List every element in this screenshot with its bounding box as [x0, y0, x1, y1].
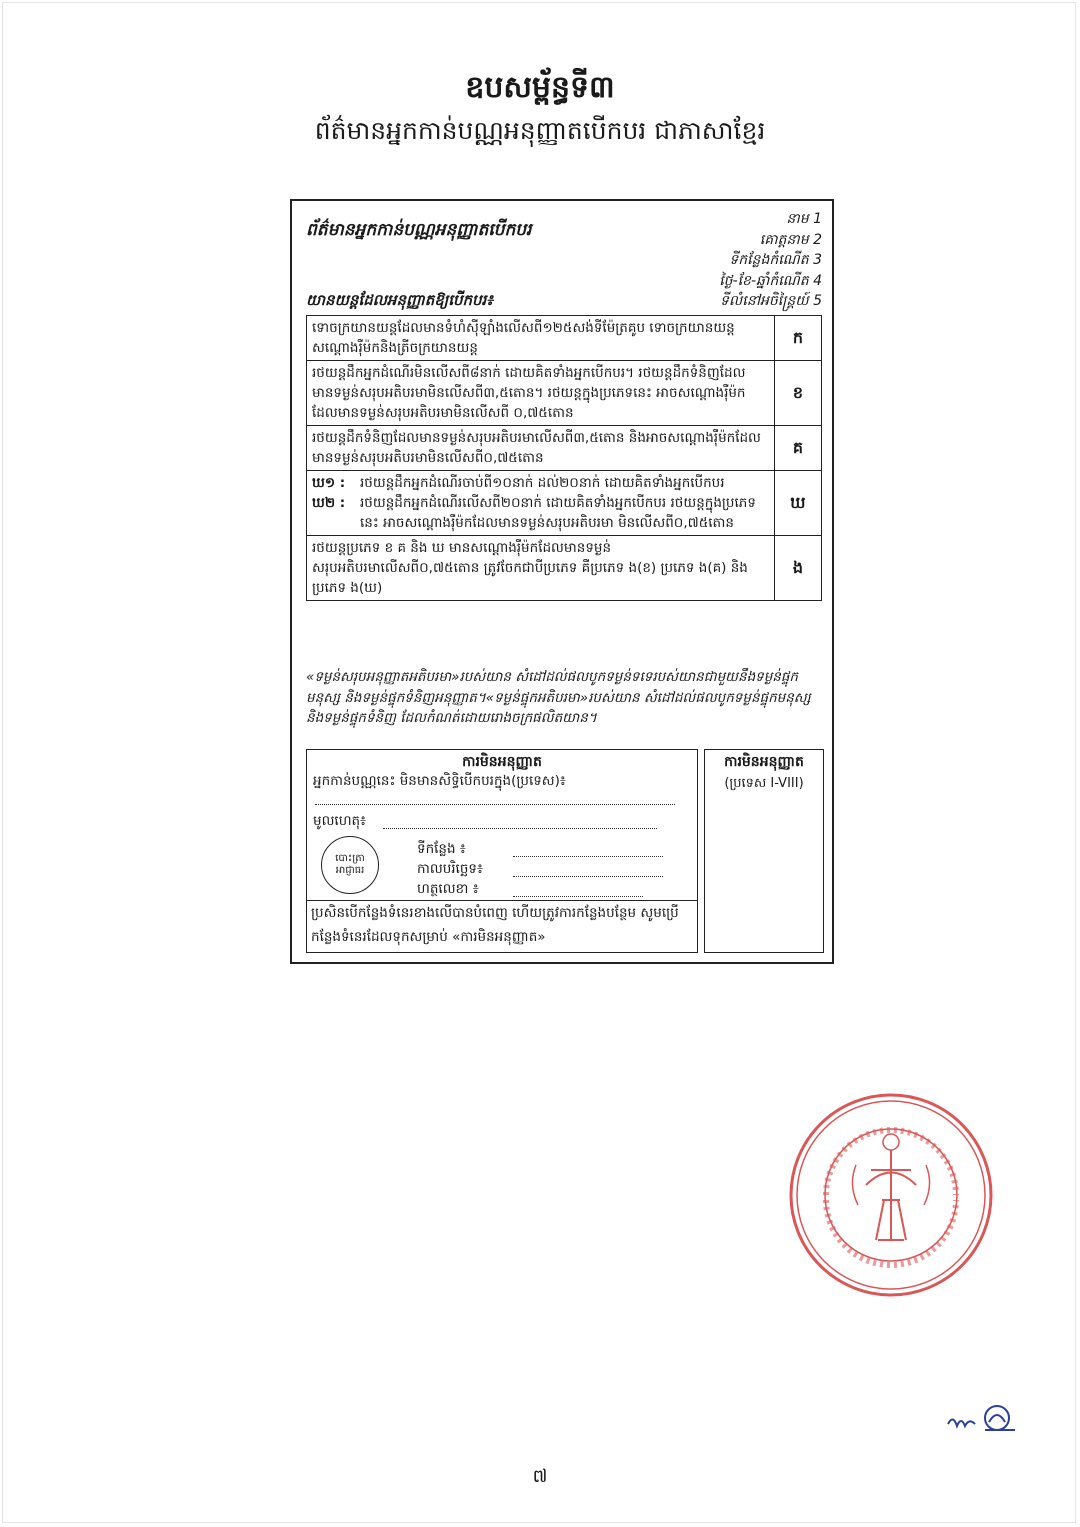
place-label: ទីកន្លែង ៖ — [417, 841, 466, 857]
field-list — [622, 209, 822, 312]
official-stamp — [786, 1090, 996, 1300]
category-letter: ក — [774, 316, 821, 361]
subcategory-row — [312, 493, 769, 533]
field-surname: គោត្តនាម 2 — [759, 231, 822, 248]
restriction-side-box — [704, 749, 824, 953]
signature-mark — [945, 1400, 1020, 1436]
category-row — [307, 316, 822, 361]
reason-label: មូលហេតុ៖ — [313, 813, 367, 829]
category-letter: ខ — [774, 361, 821, 426]
field-birthplace: ទីកន្លែងកំណើត 3 — [729, 252, 822, 268]
field-name: នាម 1 — [786, 211, 822, 227]
card-heading: ព័ត៌មានអ្នកកាន់បណ្ណអនុញ្ញាតបើកបរ — [306, 220, 532, 240]
document-subtitle: ព័ត៌មានអ្នកកាន់បណ្ណអនុញ្ញាតបើកបរ ជាភាសាខ្មែរ — [314, 116, 766, 145]
license-card — [290, 199, 834, 964]
category-row — [307, 536, 822, 601]
category-description: រថយន្តប្រភេទ ខ គ និង ឃ មានសណ្តោងរ៉ឺម៉កដែលមានទម្ងន់សរុបអតិបរមាលើសពី០,៧៥តោន ត្រូវចែកជាបីប្រភេទ គឺប្រភេទ ង(ខ) ប្រភេទ ង(គ) និងប្រភេទ ង(ឃ) — [307, 536, 775, 601]
field-birthdate: ថ្ងៃ-ខែ-ឆ្នាំកំណើត 4 — [719, 272, 822, 289]
field-residence: ទីលំនៅអចិន្ត្រៃយ៍ 5 — [720, 293, 822, 309]
date-dots — [513, 862, 663, 877]
category-row — [307, 361, 822, 426]
category-description: រថយន្តដឹកអ្នកដំណើរមិនលើសពី៨នាក់ ដោយគិតទាំងអ្នកបើកបរ។ រថយន្តដឹកទំនិញដែលមានទម្ងន់សរុបអតិបរមាមិនលើសពី៣,៥តោន។ រថយន្តក្នុងប្រភេទនេះ អាចសណ្តោងរ៉ឺម៉កដែលមានទម្ងន់សរុបអតិបរមាមិនលើសពី ០,៧៥តោន — [307, 361, 775, 426]
subcategory-text: រថយន្តដឹកអ្នកដំណើរលើសពី២០នាក់ ដោយគិតទាំងអ្នកបើកបរ រថយន្តក្នុងប្រភេទនេះ អាចសណ្តោងរ៉ឺម៉កដែលមានទម្ងន់សរុបអតិបរមា មិនលើសពី០,៧៥តោន — [360, 495, 756, 531]
signature-dots — [513, 882, 643, 897]
restriction-box — [306, 749, 698, 901]
category-description: រថយន្តដឹកទំនិញដែលមានទម្ងន់សរុបអតិបរមាលើសពី៣,៥តោន និងអាចសណ្តោងរ៉ឺម៉កដែលមានទម្ងន់សរុបអតិបរមាមិនលើសពី០,៧៥តោន — [307, 426, 775, 471]
category-table — [306, 315, 822, 601]
subcategory-row — [312, 473, 769, 493]
footnote: «ទម្ងន់សរុបអនុញ្ញាតអតិបរមា»របស់យាន សំដៅដល់ផលបូកទម្ងន់ទទេរបស់យានជាមួយនឹងទម្ងន់ផ្ទុកមនុស្ស និងទម្ងន់ផ្ទុកទំនិញអនុញ្ញាត។«ទម្ងន់ផ្ទុកអតិបរមា»របស់យាន សំដៅដល់ផលបូកទម្ងន់ផ្ទុកមនុស្ស និងទម្ងន់ផ្ទុកទំនិញ ដែលកំណត់ដោយរោងចក្រផលិតយាន។ — [306, 669, 811, 726]
signature-label: ហត្ថលេខា ៖ — [417, 881, 479, 897]
reason-dots — [383, 814, 657, 829]
category-description: ទោចក្រយានយន្តដែលមានទំហំស៊ីឡាំងលើសពី១២៥សង់ទីម៉ែត្រគូប ទោចក្រយានយន្តសណ្តោងរ៉ឺម៉កនិងត្រីចក្រយានយន្ត — [307, 316, 775, 361]
document-title: ឧបសម្ព័ន្ធទី៣ — [465, 70, 615, 105]
category-letter: ឃ — [774, 471, 821, 536]
restriction-country-dots — [315, 792, 675, 805]
vehicle-heading: យានយន្តដែលអនុញ្ញាតឱ្យបើកបរ៖ — [306, 291, 493, 309]
place-dots — [513, 842, 663, 857]
restriction-country-line: អ្នកកាន់បណ្ណនេះ មិនមានសិទ្ធិបើកបរក្នុង(ប្រទេស)៖ — [313, 773, 566, 789]
category-description — [307, 471, 775, 536]
category-letter: ង — [774, 536, 821, 601]
side-heading: ការមិនអនុញ្ញាត — [724, 754, 804, 770]
authority-seal-placeholder: បោះត្រា អាជ្ញាធរ — [321, 836, 379, 894]
category-row — [307, 426, 822, 471]
category-letter: គ — [774, 426, 821, 471]
extra-space-note: ប្រសិនបើកន្លែងទំនេរខាងលើបានបំពេញ ហើយត្រូវការកន្លែងបន្ថែម សូមប្រើកន្លែងទំនេរដែលទុកសម្រាប់ «ការមិនអនុញ្ញាត» — [306, 901, 698, 953]
subcategory-text: រថយន្តដឹកអ្នកដំណើរចាប់ពី១០នាក់ ដល់២០នាក់ ដោយគិតទាំងអ្នកបើកបរ — [360, 475, 725, 491]
subcategory-label: ឃ១ : — [312, 475, 346, 491]
restriction-heading: ការមិនអនុញ្ញាត — [462, 754, 542, 770]
subcategory-label: ឃ២ : — [312, 495, 346, 511]
category-row — [307, 471, 822, 536]
side-countries: (ប្រទេស I-VIII) — [724, 776, 804, 791]
date-label: កាលបរិច្ឆេទ៖ — [417, 861, 483, 877]
page-number: ៧ — [532, 1466, 548, 1487]
